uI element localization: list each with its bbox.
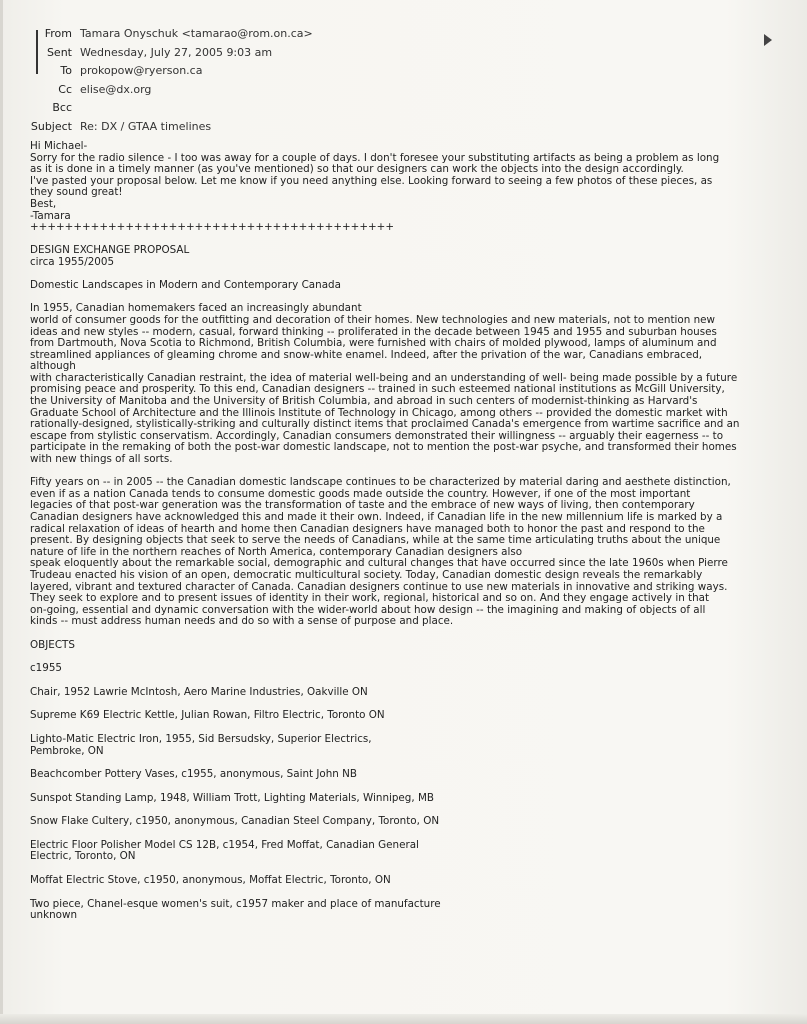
to-label: To xyxy=(60,64,72,77)
subject-row xyxy=(30,119,313,135)
cc-label: Cc xyxy=(58,82,72,96)
cc-row xyxy=(30,82,313,98)
era-heading: c1955 xyxy=(30,662,63,675)
list-item xyxy=(30,734,782,757)
paragraph-line: They seek to explore and to present issues of identity in their work, regional, historical and so on. And they engage actively in that xyxy=(30,592,710,605)
object-line: Sunspot Standing Lamp, 1948, William Trott, Lighting Materials, Winnipeg, MB xyxy=(30,791,434,804)
paragraph-line: layered, vibrant and textured character of Canada. Canadian designers continue to use new materials in innovative and striking ways. xyxy=(30,580,728,593)
sent-label: Sent xyxy=(46,45,72,59)
paragraph-line: participate in the remaking of both the post-war domestic landscape, not to mention the post-war psyche, and transformed their homes xyxy=(30,441,737,454)
paragraph-line: Canadian designers have acknowledged this and made it their own. Indeed, if Canadian life in the new millennium life is marked by a xyxy=(30,511,723,523)
paragraph-line: from Dartmouth, Nova Scotia to Richmond, British Columbia, were furnished with chairs of molded plywood, lamps of aluminum and xyxy=(30,337,717,350)
list-item xyxy=(30,840,782,863)
object-line: Chair, 1952 Lawrie McIntosh, Aero Marine Industries, Oakville ON xyxy=(30,685,368,698)
paragraph-line: escape from stylistic conservatism. Accordingly, Canadian consumers demonstrated their willingness -- arguably their eagerness -- to xyxy=(30,429,724,442)
object-line: Two piece, Chanel-esque women's suit, c1957 maker and place of manufacture xyxy=(30,897,441,910)
object-line: Electric Floor Polisher Model CS 12B, c1954, Fred Moffat, Canadian General xyxy=(30,838,419,851)
list-item xyxy=(30,687,782,699)
proposal-title: DESIGN EXCHANGE PROPOSAL xyxy=(30,244,190,257)
paragraph-line: on-going, essential and dynamic conversation with the wider-world about how design -- the imagining and making of objects of all xyxy=(30,603,706,616)
object-line: Moffat Electric Stove, c1950, anonymous, Moffat Electric, Toronto, ON xyxy=(30,874,391,887)
paragraph-line: promising peace and prosperity. To this end, Canadian designers -- trained in such esteemed national institutions as McGill University, xyxy=(30,383,725,396)
message-line: -Tamara xyxy=(30,209,71,222)
message-line: they sound great! xyxy=(30,186,123,199)
play-arrow-icon xyxy=(764,34,772,46)
paragraph-line: radical relaxation of ideas of hearth and home then Canadian designers have managed both to honor the past and respond to the xyxy=(30,522,705,535)
object-line: Supreme K69 Electric Kettle, Julian Rowan, Filtro Electric, Toronto ON xyxy=(30,709,385,722)
paragraph-line: although xyxy=(30,360,76,373)
paragraph-line: even if as a nation Canada tends to consume domestic goods made outside the country. However, if one of the most important xyxy=(30,487,691,500)
paragraph-line: Fifty years on -- in 2005 -- the Canadian domestic landscape continues to be characterized by material daring and aesthete distinction, xyxy=(30,476,731,489)
paragraph-line: Trudeau enacted his vision of an open, democratic multicultural society. Today, Canadian domestic design reveals the remarkably xyxy=(30,568,703,581)
paragraph-line: present. By designing objects that seek to serve the needs of Canadians, while at the same time articulating truths about the unique xyxy=(30,534,721,547)
list-item xyxy=(30,816,782,828)
object-line: Beachcomber Pottery Vases, c1955, anonymous, Saint John NB xyxy=(30,768,357,781)
to-row xyxy=(30,63,313,79)
list-item xyxy=(30,710,782,722)
proposal-circa: circa 1955/2005 xyxy=(30,255,115,268)
page-left-edge xyxy=(0,0,3,1024)
sent-value: Wednesday, July 27, 2005 9:03 am xyxy=(80,45,273,59)
proposal-paragraph-2 xyxy=(30,477,782,628)
subject-label: Subject xyxy=(30,119,72,133)
message-block xyxy=(30,141,782,234)
proposal-subtitle: Domestic Landscapes in Modern and Contemporary Canada xyxy=(30,279,341,292)
subject-value: Re: DX / GTAA timelines xyxy=(80,119,212,133)
object-line: Electric, Toronto, ON xyxy=(30,850,136,863)
separator-line: ++++++++++++++++++++++++++++++++++++++++++ xyxy=(30,221,395,234)
paragraph-line: rationally-designed, stylistically-striking and culturally distinct items that proclaimed Canada's emergence from wartime sacrifice and an xyxy=(30,418,740,431)
object-line: Lighto-Matic Electric Iron, 1955, Sid Bersudsky, Superior Electrics, xyxy=(30,732,372,745)
message-line: as it is done in a timely manner (as you've mentioned) so that our designers can work the objects into the design accordingly. xyxy=(30,163,684,176)
object-line: Snow Flake Cultery, c1950, anonymous, Canadian Steel Company, Toronto, ON xyxy=(30,815,440,828)
paragraph-line: Graduate School of Architecture and the Illinois Institute of Technology in Chicago, among others -- provided the domestic market with xyxy=(30,406,728,419)
list-item xyxy=(30,875,782,887)
object-line: Pembroke, ON xyxy=(30,744,104,757)
proposal-paragraph-1 xyxy=(30,303,782,465)
objects-list xyxy=(30,687,782,922)
cc-value: elise@dx.org xyxy=(80,82,152,96)
paragraph-line: streamlined appliances of gleaming chrome and snow-white enamel. Indeed, after the privation of the war, Canadians embraced, xyxy=(30,348,703,361)
bcc-label: Bcc xyxy=(52,101,72,114)
message-line: Sorry for the radio silence - I too was away for a couple of days. I don't foresee your substituting artifacts as being a problem as long xyxy=(30,151,720,164)
objects-heading: OBJECTS xyxy=(30,638,75,651)
email-header xyxy=(30,26,313,137)
bcc-row xyxy=(30,100,313,116)
paragraph-line: legacies of that post-war generation was the transformation of taste and the embrace of new ways of living, then contemporary xyxy=(30,499,695,512)
message-line: I've pasted your proposal below. Let me know if you need anything else. Looking forward to seeing a few photos of these pieces, as xyxy=(30,174,713,187)
page-bottom-edge xyxy=(0,1014,807,1024)
paragraph-line: kinds -- must address human needs and do so with a sense of purpose and place. xyxy=(30,615,454,628)
object-line: unknown xyxy=(30,909,78,922)
email-body xyxy=(30,141,782,922)
from-value: Tamara Onyschuk <tamarao@rom.on.ca> xyxy=(80,27,313,40)
sent-row xyxy=(30,45,313,61)
message-line: Hi Michael- xyxy=(30,140,88,152)
list-item xyxy=(30,899,782,922)
message-line: Best, xyxy=(30,197,57,210)
from-row xyxy=(30,26,313,42)
from-label: From xyxy=(44,27,72,40)
to-value: prokopow@ryerson.ca xyxy=(80,64,203,77)
paragraph-line: world of consumer goods for the outfitting and decoration of their homes. New technologies and new materials, not to mention new xyxy=(30,313,715,326)
paragraph-line: speak eloquently about the remarkable social, demographic and cultural changes that have occurred since the late 1960s when Pierre xyxy=(30,557,728,570)
list-item xyxy=(30,769,782,781)
paragraph-line: with new things of all sorts. xyxy=(30,453,173,466)
list-item xyxy=(30,793,782,805)
paragraph-line: nature of life in the northern reaches of North America, contemporary Canadian designers also xyxy=(30,545,523,558)
paragraph-line: In 1955, Canadian homemakers faced an increasingly abundant xyxy=(30,302,362,315)
paragraph-line: ideas and new styles -- modern, casual, forward thinking -- proliferated in the decade between 1945 and 1955 and suburban houses xyxy=(30,325,717,338)
paragraph-line: the University of Manitoba and the University of British Columbia, and abroad in such centers of modernist-thinking as Harvard's xyxy=(30,395,698,408)
paragraph-line: with characteristically Canadian restraint, the idea of material well-being and an understanding of well- being made possible by a future xyxy=(30,371,738,384)
